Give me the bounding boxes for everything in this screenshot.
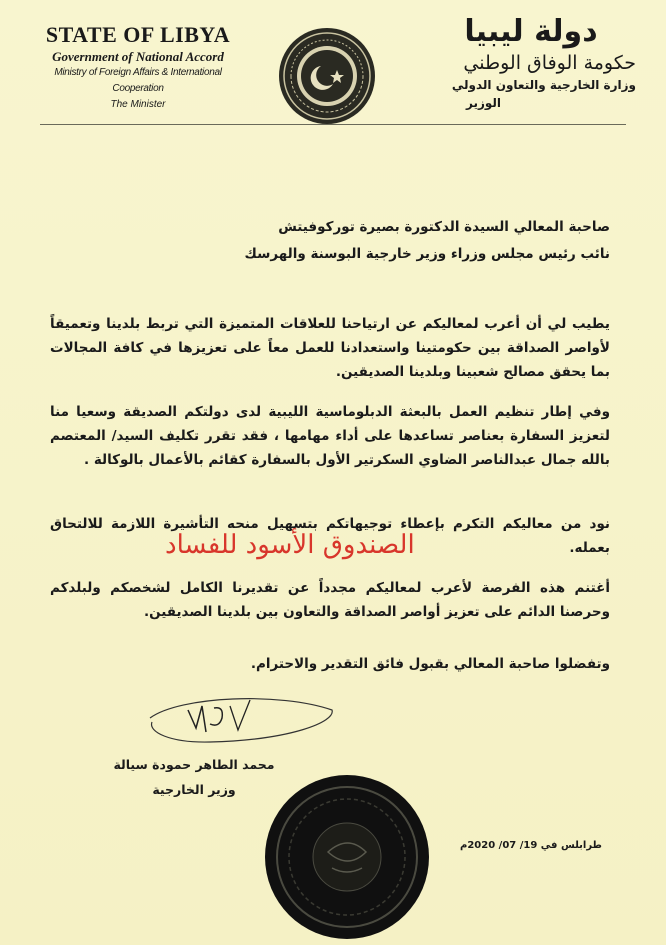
minister-title-en: The Minister	[110, 99, 166, 110]
paragraph-4: أغتنم هذه الفرصة لأعرب لمعاليكم مجدداً عن تقديرنا الكامل لشخصكم ولبلدكم وحرصنا الدائم على تعزيز أواصر الصداقة والتعاون بين بلدينا الصديقين.	[50, 580, 610, 620]
header-divider	[40, 124, 626, 125]
government-name-en: Government of National Accord	[52, 49, 224, 64]
signer-title: وزير الخارجية	[152, 782, 236, 797]
ministry-name-en: Ministry of Foreign Affairs & International Cooperation	[54, 67, 222, 94]
official-stamp-seal	[262, 772, 432, 942]
state-seal-emblem	[277, 26, 377, 126]
state-name-ar: دولة ليبيا	[464, 14, 598, 49]
addressee-block	[90, 214, 610, 268]
header-english	[38, 22, 238, 112]
government-name-ar: حكومة الوفاق الوطني	[463, 52, 636, 74]
addressee-line-2: نائب رئيس مجلس وزراء وزير خارجية البوسنة والهرسك	[244, 246, 610, 262]
closing-line: وتفضلوا صاحبة المعالي بقبول فائق التقدير والاحترام.	[250, 656, 610, 672]
paragraph-1: يطيب لي أن أعرب لمعاليكم عن ارتياحنا للعلاقات المتميزة التي تربط بلدينا وتعميقاً لأواصر الصداقة بين حكومتينا واستعدادنا للعمل معاً على تعزيزها في كافة المجالات بما يحقق مصالح شعبينا وبلدينا الصديقين.	[50, 316, 610, 380]
header-arabic	[426, 14, 636, 112]
paragraph-3: نود من معاليكم التكرم بإعطاء توجيهاتكم بتسهيل منحه التأشيرة اللازمة للالتحاق بعمله.	[50, 516, 610, 556]
red-watermark-text: الصندوق الأسود للفساد	[165, 530, 415, 560]
paragraph-2: وفي إطار تنظيم العمل بالبعثة الدبلوماسية الليبية لدى دولتكم الصديقة وسعيا منا لتعزيز السفارة بعناصر تساعدها على أداء مهامها ، فقد تقرر تكليف السيد/ المعتصم بالله جمال عبدالناصر الضاوي السكرتير الأول بالسفارة كقائم بالأعمال بالوكالة .	[50, 404, 610, 468]
handwritten-signature	[140, 688, 340, 748]
minister-title-ar: الوزير	[466, 96, 502, 110]
state-name-en: STATE OF LIBYA	[45, 22, 231, 47]
ministry-name-ar: وزارة الخارجية والتعاون الدولي	[451, 78, 636, 92]
addressee-line-1: صاحبة المعالي السيدة الدكتورة بصيرة توركوفيتش	[278, 219, 610, 235]
letter-date: طرابلس في 19/ 07/ 2020م	[460, 840, 602, 851]
signer-name: محمد الطاهر حمودة سيالة	[113, 757, 275, 772]
